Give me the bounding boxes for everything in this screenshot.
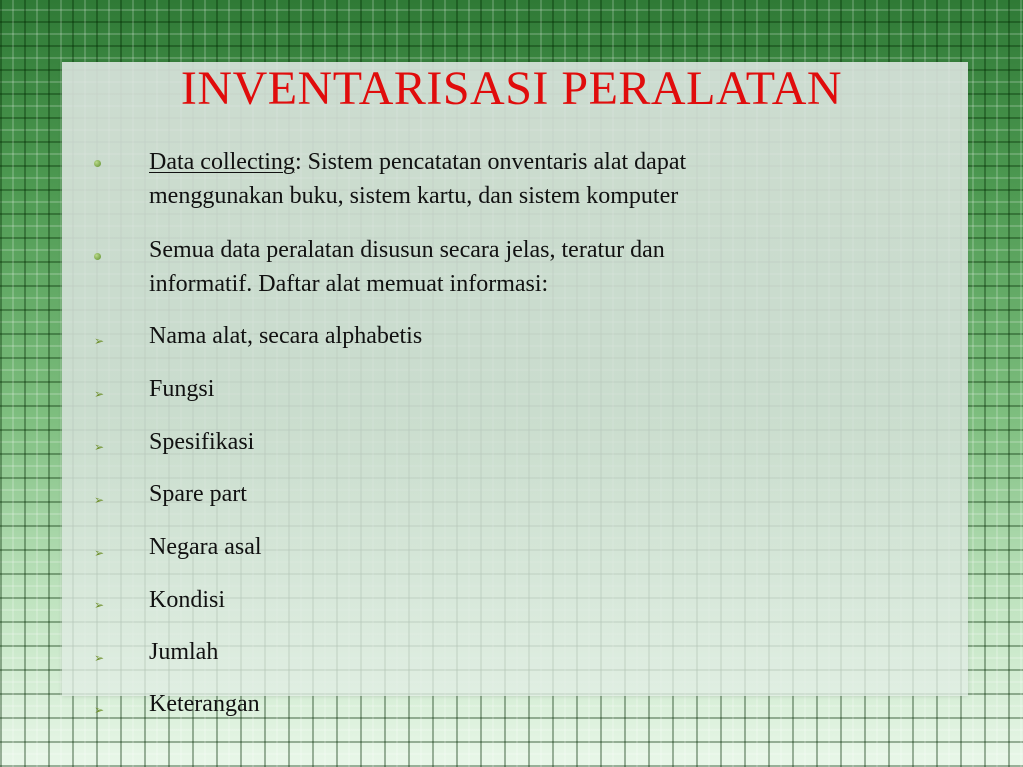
bullet-1-rest: : Sistem pencatatan onventaris alat dapat bbox=[294, 149, 687, 175]
arrow-bullet-icon: ➢ bbox=[94, 334, 105, 348]
list-item: Jumlah bbox=[149, 639, 219, 665]
list-item: Keterangan bbox=[149, 691, 260, 717]
arrow-bullet-icon: ➢ bbox=[94, 598, 105, 612]
bullet-2-line-1: Semua data peralatan disusun secara jelas, teratur dan bbox=[149, 237, 665, 263]
list-item: Fungsi bbox=[149, 376, 215, 402]
list-item: Negara asal bbox=[149, 534, 262, 560]
list-item: Spesifikasi bbox=[149, 429, 255, 455]
list-item: Nama alat, secara alphabetis bbox=[149, 323, 423, 349]
bullet-1-line-2: menggunakan buku, sistem kartu, dan sistem komputer bbox=[149, 183, 679, 209]
slide-title: INVENTARISASI PERALATAN bbox=[180, 62, 843, 115]
arrow-bullet-icon: ➢ bbox=[94, 440, 105, 454]
bullet-dot-icon bbox=[94, 160, 101, 167]
arrow-bullet-icon: ➢ bbox=[94, 387, 105, 401]
bullet-2-line-2: informatif. Daftar alat memuat informasi: bbox=[149, 271, 549, 297]
bullet-dot-icon bbox=[94, 253, 101, 260]
arrow-bullet-icon: ➢ bbox=[94, 703, 105, 717]
bullet-1-line-1 bbox=[149, 146, 686, 178]
list-item: Kondisi bbox=[149, 587, 226, 613]
bullet-1-lead: Data collecting bbox=[149, 149, 295, 175]
arrow-bullet-icon: ➢ bbox=[94, 546, 105, 560]
arrow-bullet-icon: ➢ bbox=[94, 651, 105, 665]
list-item: Spare part bbox=[149, 481, 247, 507]
arrow-bullet-icon: ➢ bbox=[94, 493, 105, 507]
